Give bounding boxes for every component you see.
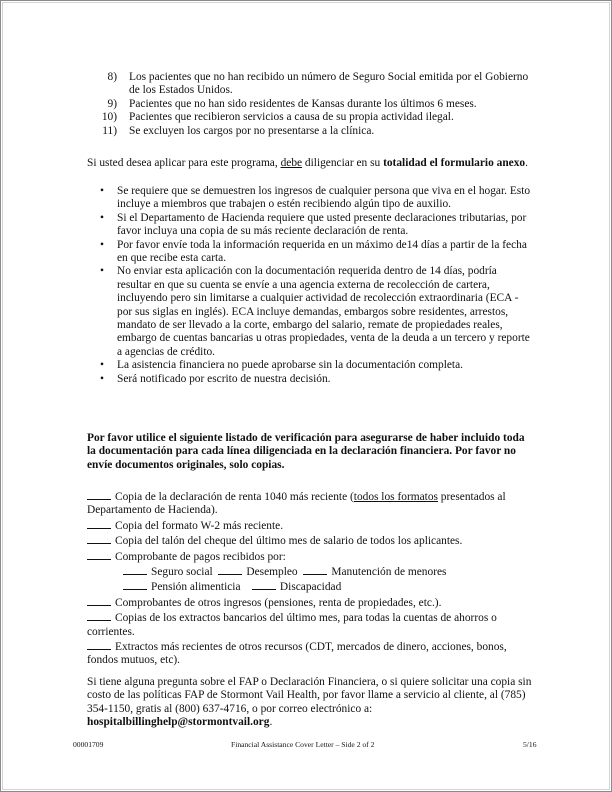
checklist-item bbox=[87, 549, 532, 564]
bullet-text: Por favor envíe toda la información requerida en un máximo de14 días a partir de la fecha en que recibe esta carta. bbox=[117, 238, 527, 265]
check-blank[interactable] bbox=[87, 610, 111, 621]
check-blank[interactable] bbox=[123, 579, 147, 590]
item-number: 11) bbox=[102, 124, 117, 137]
check-blank[interactable] bbox=[87, 595, 111, 606]
bullet-item bbox=[87, 373, 532, 386]
footer-page-number: 5/16 bbox=[523, 740, 537, 749]
bullet-text: No enviar esta aplicación con la documentación requerida dentro de 14 días, podría resultar en que su cuenta se envíe a una agencia externa de recolección de cartera, incluyendo pero sin limitarse a cualquier actividad de recolección extraordinaria (ECA - por sus siglas en inglés). ECA incluye demandas, embargos sobre residentes, arrestos, mandato de ser llevado a la corte, embargo del salario, remate de propiedades reales, embargo de cuentas bancarias u otras propiedades, venta de la deuda a un tercero y reporte a agencias de crédito. bbox=[117, 265, 530, 358]
checklist-item bbox=[87, 518, 532, 533]
check-blank[interactable] bbox=[87, 639, 111, 650]
footer-title: Financial Assistance Cover Letter – Side 2 of 2 bbox=[231, 740, 375, 749]
checklist-item bbox=[87, 639, 532, 668]
footer-code: 00001709 bbox=[73, 740, 104, 749]
check-blank[interactable] bbox=[218, 564, 242, 575]
numbered-item bbox=[87, 125, 532, 138]
bullet-icon: • bbox=[100, 238, 104, 251]
bullet-icon: • bbox=[100, 211, 104, 224]
checklist-instructions: Por favor utilice el siguiente listado de verificación para asegurarse de haber incluido toda la documentación para cada línea diligenciada en la declaración financiera. Por favor no envíe documentos originales, solo copias. bbox=[87, 432, 525, 471]
checklist-text: Extractos más recientes de otros recursos (CDT, mercados de dinero, acciones, bonos, fondos mutuos, etc). bbox=[87, 641, 507, 667]
check-blank[interactable] bbox=[87, 489, 111, 500]
bullet-icon: • bbox=[100, 265, 104, 278]
check-blank[interactable] bbox=[303, 564, 327, 575]
bullet-text: Si el Departamento de Hacienda requiere que usted presente declaraciones tributarias, por favor incluya una copia de su más reciente declaración de renta. bbox=[117, 211, 527, 238]
contact-end: . bbox=[269, 716, 273, 729]
contact-text: Si tiene alguna pregunta sobre el FAP o Declaración Financiera, o si quiere solicitar una copia sin costo de las políticas FAP de Stormont Vail Health, por favor llame a servicio al cliente, al (785) 354-1150, gratis al (800) 637-4716, o por correo electrónico a: bbox=[87, 676, 532, 715]
bullet-icon: • bbox=[100, 185, 104, 197]
checklist-text: Copia del talón del cheque del último mes de salario de todos los aplicantes. bbox=[115, 535, 463, 548]
contact-paragraph bbox=[87, 676, 532, 730]
checklist-subitems bbox=[87, 564, 532, 579]
item-number: 10) bbox=[101, 111, 117, 124]
checklist-text: Comprobantes de otros ingresos (pensiones, renta de propiedades, etc.). bbox=[115, 596, 442, 609]
bullet-item bbox=[87, 265, 532, 359]
checklist-text: Copia del formato W-2 más reciente. bbox=[115, 519, 284, 532]
numbered-item bbox=[87, 111, 532, 124]
document-checklist bbox=[87, 489, 532, 668]
bullet-text: Será notificado por escrito de nuestra decisión. bbox=[117, 372, 331, 385]
contact-email[interactable]: hospitalbillinghelp@stormontvail.org bbox=[87, 716, 270, 729]
checklist-text: Copias de los extractos bancarios del último mes, para todas la cuentas de ahorros o corrientes. bbox=[87, 612, 497, 638]
checklist-text: Manutención de menores bbox=[331, 566, 447, 579]
bullet-item bbox=[87, 185, 532, 212]
item-text: Se excluyen los cargos por no presentarse a la clínica. bbox=[129, 124, 375, 137]
check-blank[interactable] bbox=[252, 579, 276, 590]
intro-bold: totalidad el formulario anexo bbox=[383, 157, 526, 169]
item-text: Pacientes que recibieron servicios a causa de su propia actividad ilegal. bbox=[129, 111, 454, 124]
checklist-text: Desempleo bbox=[246, 566, 298, 579]
numbered-item bbox=[87, 71, 532, 98]
bullet-item bbox=[87, 239, 532, 266]
bullet-icon: • bbox=[100, 359, 104, 372]
numbered-list bbox=[87, 71, 532, 138]
item-number: 9) bbox=[107, 97, 117, 110]
checklist-text: presentados al Departamento de Hacienda). bbox=[87, 491, 506, 517]
intro-text: diligenciar en su bbox=[302, 157, 384, 169]
check-blank[interactable] bbox=[87, 518, 111, 529]
check-blank[interactable] bbox=[87, 549, 111, 560]
check-blank[interactable] bbox=[87, 533, 111, 544]
checklist-text: Pensión alimenticia bbox=[151, 581, 241, 594]
bullet-list bbox=[87, 185, 532, 386]
checklist-text: Discapacidad bbox=[279, 581, 342, 594]
checklist-underlined: todos los formatos bbox=[353, 491, 438, 503]
checklist-item bbox=[87, 595, 532, 610]
checklist-text: Copia de la declaración de renta 1040 más reciente ( bbox=[115, 491, 354, 503]
checklist-item bbox=[87, 489, 532, 518]
checklist-text: Comprobante de pagos recibidos por: bbox=[115, 550, 286, 563]
item-text: Los pacientes que no han recibido un número de Seguro Social emitida por el Gobierno de los Estados Unidos. bbox=[129, 71, 529, 97]
item-number: 8) bbox=[107, 71, 117, 83]
item-text: Pacientes que no han sido residentes de Kansas durante los últimos 6 meses. bbox=[129, 97, 477, 110]
bullet-item bbox=[87, 359, 532, 372]
intro-end: . bbox=[525, 157, 528, 169]
numbered-item bbox=[87, 98, 532, 111]
bullet-text: Se requiere que se demuestren los ingresos de cualquier persona que viva en el hogar. Esto incluye a miembros que trabajen o estén recibiendo algún tipo de auxilio. bbox=[117, 185, 531, 211]
bullet-text: La asistencia financiera no puede aprobarse sin la documentación completa. bbox=[117, 359, 464, 372]
checklist-item bbox=[87, 610, 532, 639]
bullet-item bbox=[87, 212, 532, 239]
intro-text: Si usted desea aplicar para este programa, bbox=[87, 157, 281, 169]
checklist-text: Seguro social bbox=[151, 566, 213, 579]
bullet-icon: • bbox=[100, 372, 104, 385]
checklist-item bbox=[87, 533, 532, 548]
intro-paragraph bbox=[87, 157, 532, 170]
checklist-subitems bbox=[87, 579, 532, 594]
intro-underlined: debe bbox=[280, 157, 303, 169]
check-blank[interactable] bbox=[123, 564, 147, 575]
